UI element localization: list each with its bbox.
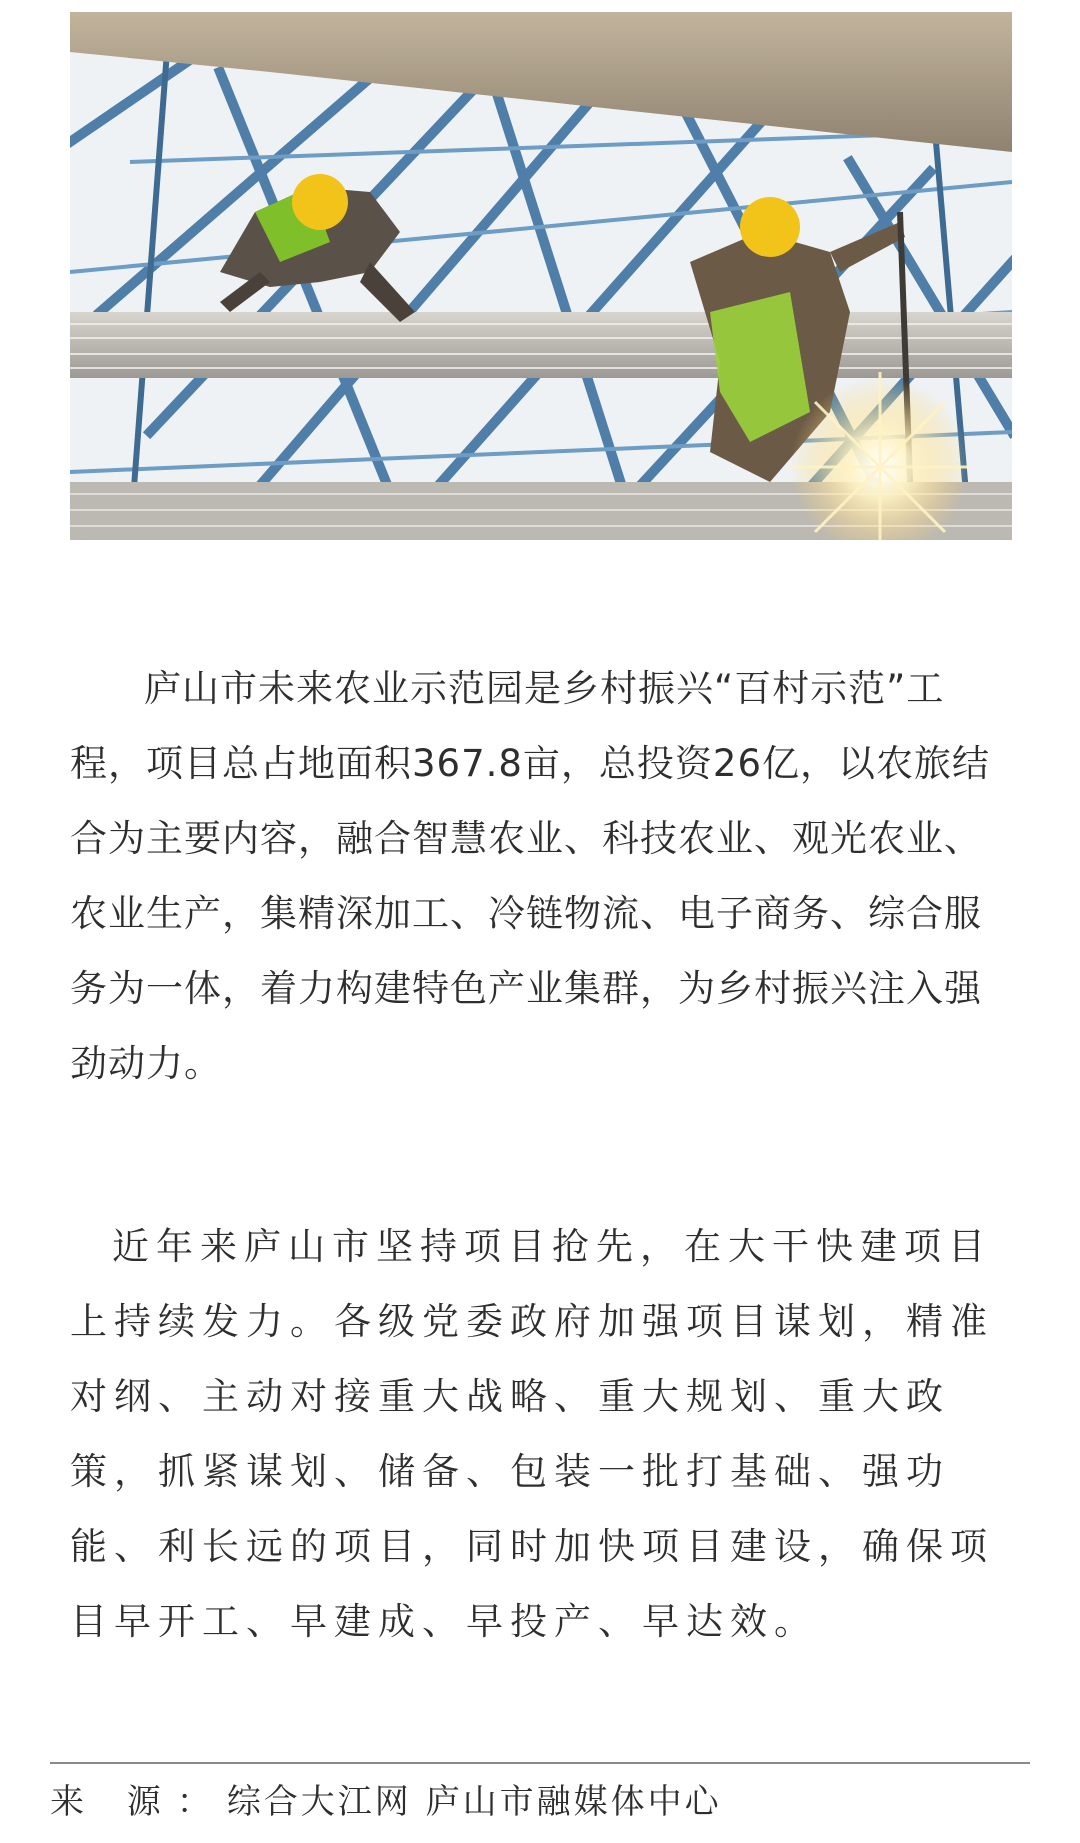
construction-photo-illustration — [70, 12, 1012, 540]
source-line — [50, 1772, 1030, 1832]
construction-photo — [70, 12, 1012, 540]
source-divider — [50, 1762, 1030, 1764]
article-paragraph-1: 庐山市未来农业示范园是乡村振兴“百村示范”工程，项目总占地面积367.8亩，总投资26亿，以农旅结合为主要内容，融合智慧农业、科技农业、观光农业、农业生产，集精深加工、冷链物流、电子商务、综合服务为一体，着力构建特色产业集群，为乡村振兴注入强劲动力。 — [70, 667, 991, 1085]
article-paragraph-2: 近年来庐山市坚持项目抢先，在大干快建项目上持续发力。各级党委政府加强项目谋划，精准对纲、主动对接重大战略、重大规划、重大政策，抓紧谋划、储备、包装一批打基础、强功能、利长远的项目，同时加快项目建设，确保项目早开工、早建成、早投产、早达效。 — [70, 1225, 994, 1643]
source-value: 综合大江网 庐山市融媒体中心 — [226, 1782, 722, 1822]
source-label: 来 源： — [50, 1782, 227, 1822]
